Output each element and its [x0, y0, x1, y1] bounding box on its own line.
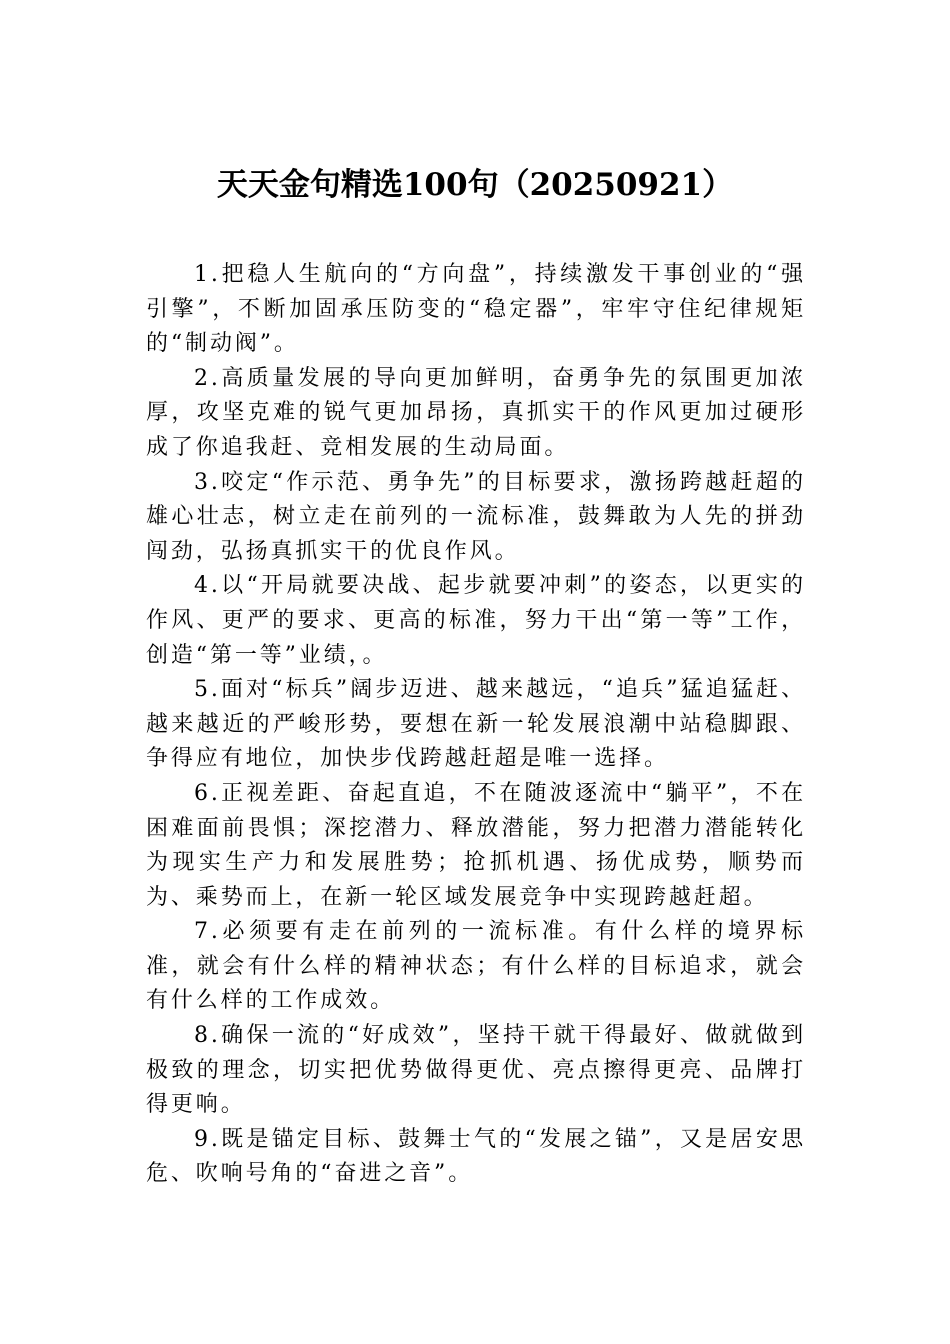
paragraph-8: 8.确保一流的“好成效”，坚持干就干得最好、做就做到极致的理念，切实把优势做得更优、亮点擦得更亮、品牌打得更响。 — [146, 1023, 806, 1118]
paragraph-5: 5.面对“标兵”阔步迈进、越来越远，“追兵”猛追猛赶、越来越近的严峻形势，要想在新一轮发展浪潮中站稳脚跟、争得应有地位，加快步伐跨越赶超是唯一选择。 — [146, 677, 806, 772]
paragraph-7: 7.必须要有走在前列的一流标准。有什么样的境界标准，就会有什么样的精神状态；有什么样的目标追求，就会有什么样的工作成效。 — [146, 919, 806, 1014]
paragraph-6: 6.正视差距、奋起直追，不在随波逐流中“躺平”，不在困难面前畏惧；深挖潜力、释放潜能，努力把潜力潜能转化为现实生产力和发展胜势；抢抓机遇、扬优成势，顺势而为、乘势而上，在新一轮区域发展竞争中实现跨越赶超。 — [146, 780, 806, 910]
paragraph-4: 4.以“开局就要决战、起步就要冲刺”的姿态，以更实的作风、更严的要求、更高的标准，努力干出“第一等”工作，创造“第一等”业绩，。 — [146, 573, 806, 668]
page-title: 天天金句精选100句（20250921） — [216, 167, 734, 203]
paragraph-3: 3.咬定“作示范、勇争先”的目标要求，激扬跨越赶超的雄心壮志，树立走在前列的一流标准，鼓舞敢为人先的拼劲闯劲，弘扬真抓实干的优良作风。 — [146, 469, 806, 564]
paragraph-9: 9.既是锚定目标、鼓舞士气的“发展之锚”，又是居安思危、吹响号角的“奋进之音”。 — [146, 1126, 806, 1187]
paragraph-2: 2.高质量发展的导向更加鲜明，奋勇争先的氛围更加浓厚，攻坚克难的锐气更加昂扬，真抓实干的作风更加过硬形成了你追我赶、竞相发展的生动局面。 — [146, 365, 806, 460]
paragraph-1: 1.把稳人生航向的“方向盘”，持续激发干事创业的“强引擎”，不断加固承压防变的“稳定器”，牢牢守住纪律规矩的“制动阀”。 — [146, 262, 806, 357]
document-body — [146, 258, 806, 1192]
